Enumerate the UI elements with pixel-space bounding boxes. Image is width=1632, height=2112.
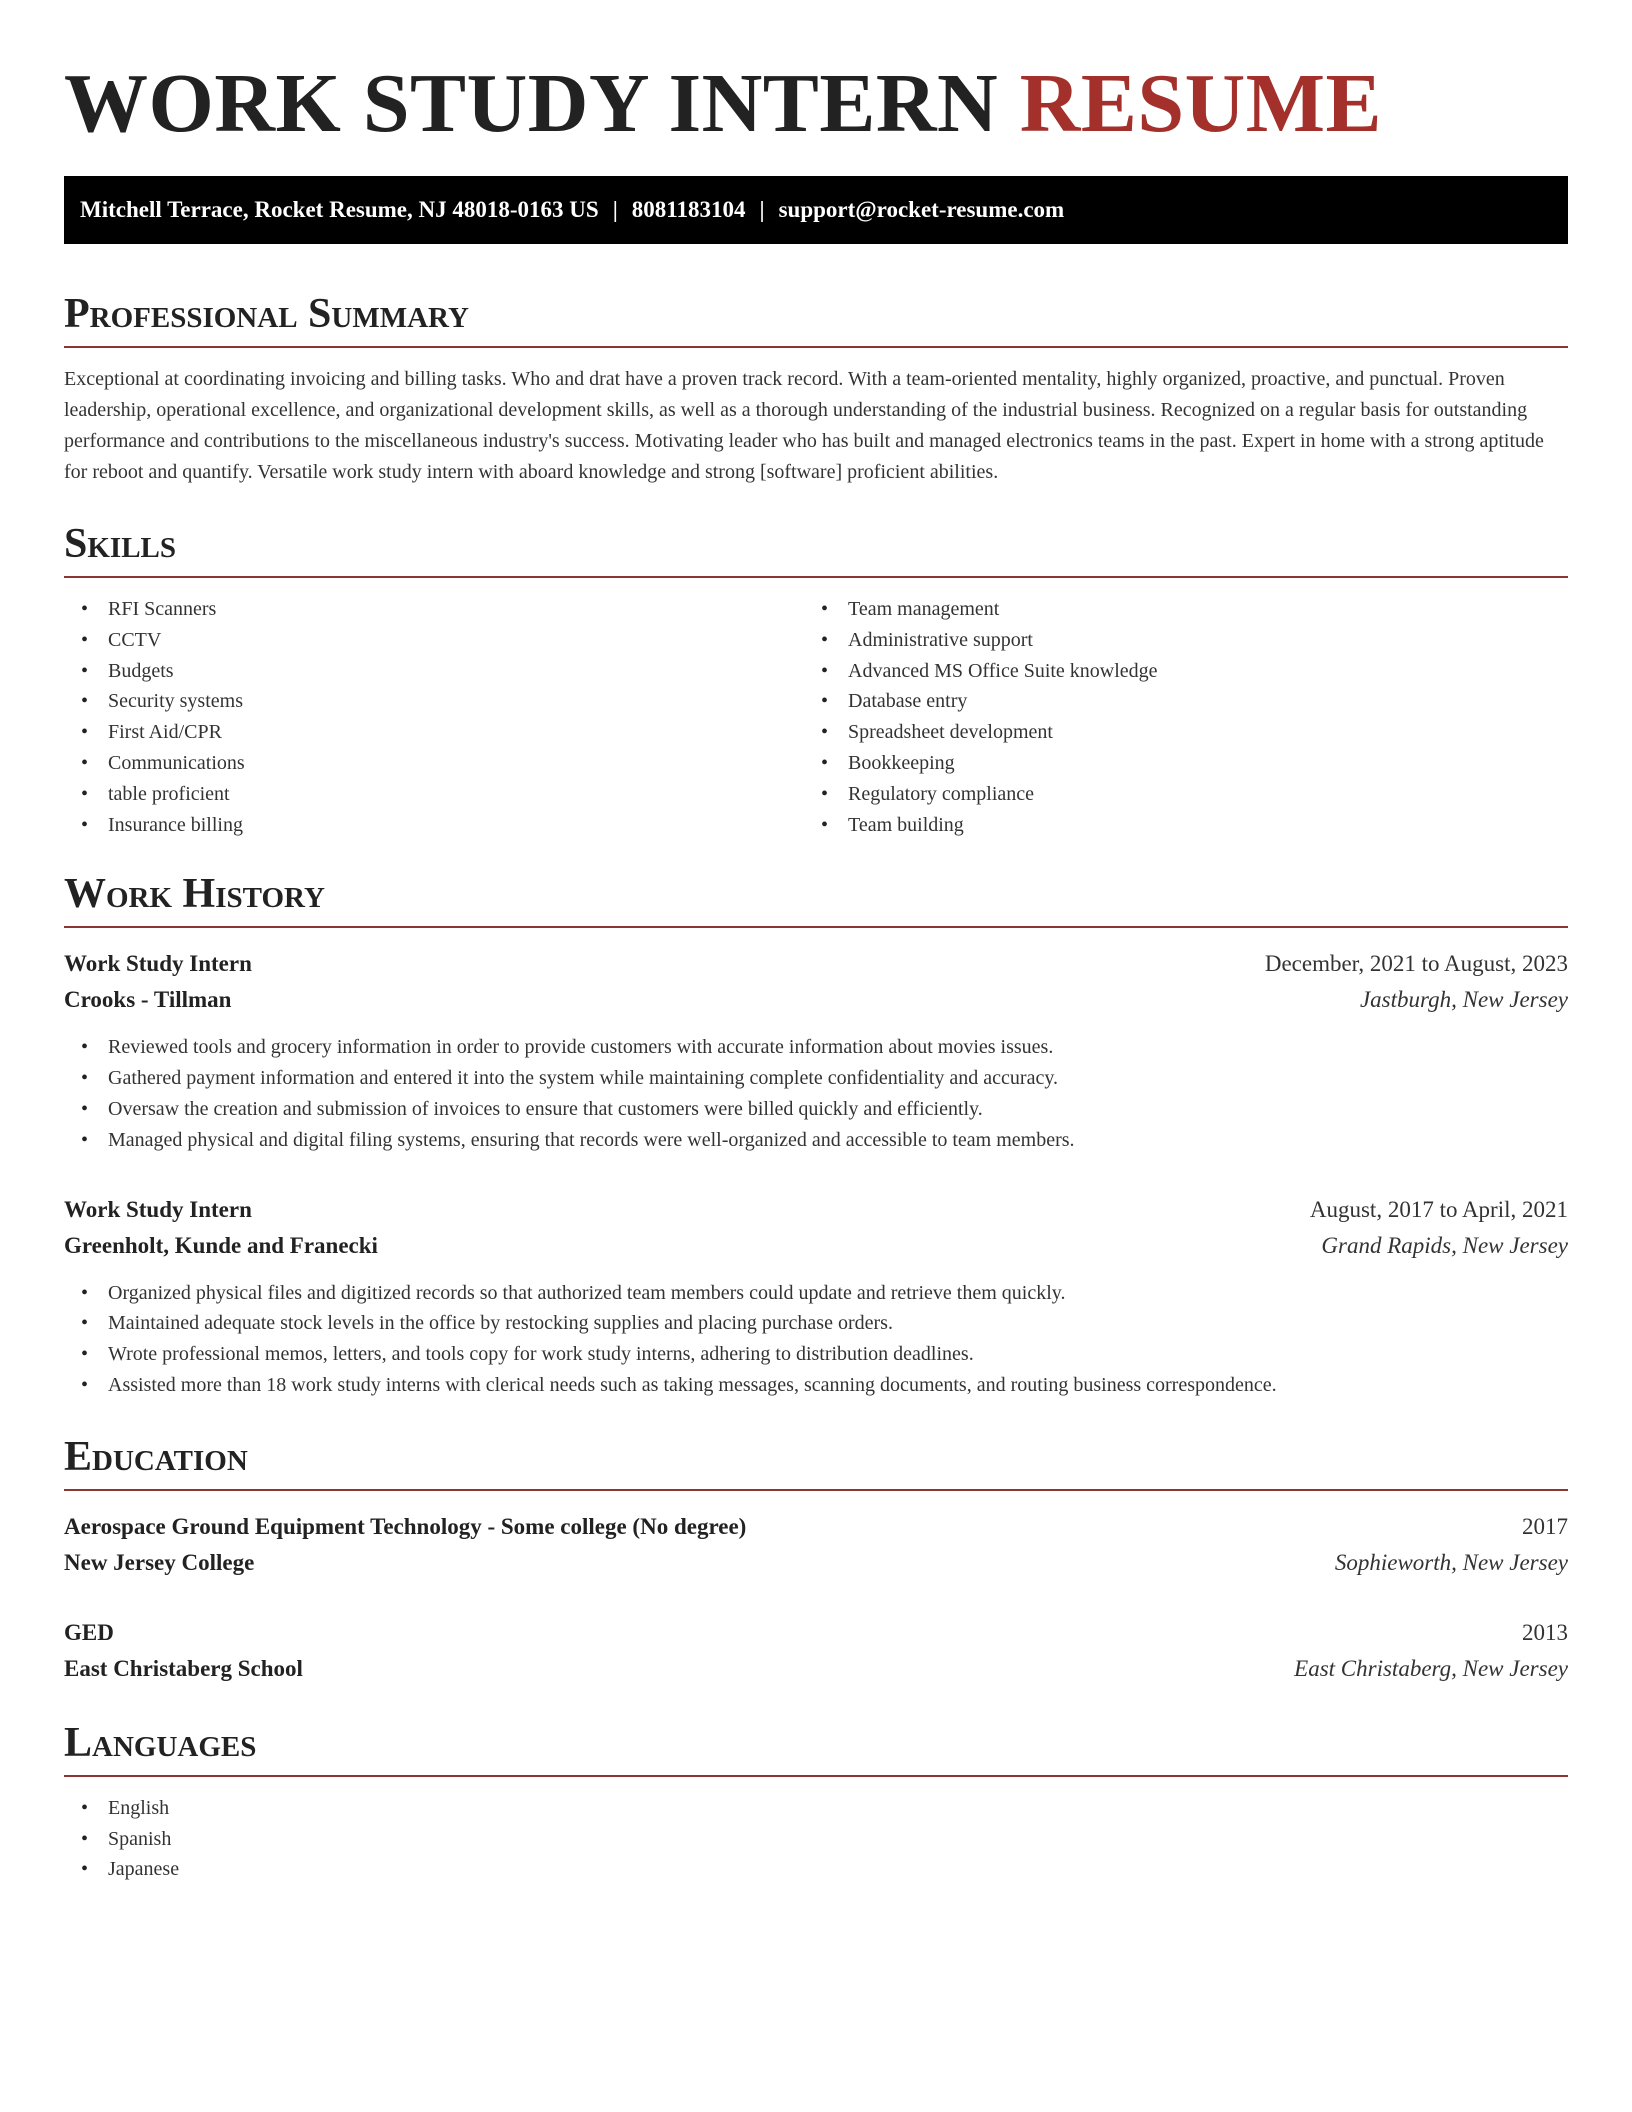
- job-company-row: [64, 1228, 1568, 1264]
- section-divider: [64, 346, 1568, 348]
- contact-address: Mitchell Terrace, Rocket Resume, NJ 48018-0163 US: [80, 197, 599, 222]
- skill-item: • Communications: [64, 748, 804, 779]
- contact-email: support@rocket-resume.com: [778, 197, 1065, 222]
- resume-title-main: WORK STUDY INTERN: [64, 57, 999, 150]
- job-duty: • Wrote professional memos, letters, and tools copy for work study interns, adhering to distribution deadlines.: [64, 1339, 1568, 1370]
- education-year: 2013: [1522, 1619, 1568, 1645]
- section-heading-skills: Skills: [64, 521, 177, 567]
- resume-title: [64, 0, 1568, 152]
- skill-item: • Security systems: [64, 686, 804, 717]
- skill-item: • Bookkeeping: [804, 748, 1544, 779]
- job-title: Work Study Intern: [64, 1196, 252, 1222]
- skill-item: • Spreadsheet development: [804, 717, 1544, 748]
- section-heading-work-history: Work History: [64, 871, 325, 918]
- education-year: 2017: [1522, 1513, 1568, 1539]
- skill-item: • Team building: [804, 810, 1544, 841]
- education-entry: [64, 1509, 1568, 1581]
- job-header-row: [64, 1192, 1568, 1228]
- job-duty: • Gathered payment information and entered it into the system while maintaining complete confidentiality and accuracy.: [64, 1063, 1568, 1094]
- job-duty: • Organized physical files and digitized records so that authorized team members could update and retrieve them quickly.: [64, 1278, 1568, 1309]
- section-heading-education: Education: [64, 1433, 248, 1480]
- job-duty: • Reviewed tools and grocery information in order to provide customers with accurate information about movies issues.: [64, 1032, 1568, 1063]
- education-entry: [64, 1615, 1568, 1687]
- skill-item: • Database entry: [804, 686, 1544, 717]
- education-school-row: [64, 1545, 1568, 1581]
- skill-item: • Administrative support: [804, 625, 1544, 656]
- resume-title-accent: RESUME: [1019, 57, 1383, 150]
- section-divider: [64, 576, 1568, 578]
- section-heading-languages: Languages: [64, 1719, 257, 1766]
- contact-phone: 8081183104: [631, 197, 746, 222]
- job-duties-list: [64, 1278, 1568, 1401]
- job-company: Greenholt, Kunde and Franecki: [64, 1232, 378, 1258]
- job-company-row: [64, 982, 1568, 1018]
- languages-section: [64, 1717, 1568, 1885]
- education-location: East Christaberg, New Jersey: [1294, 1655, 1568, 1681]
- education-header-row: [64, 1615, 1568, 1651]
- education-location: Sophieworth, New Jersey: [1334, 1549, 1568, 1575]
- professional-summary-section: [64, 288, 1568, 488]
- skills-columns: [64, 594, 1568, 840]
- skills-list-left: [64, 594, 804, 840]
- language-item: • Japanese: [64, 1854, 1568, 1885]
- skills-section: [64, 518, 1568, 840]
- education-header-row: [64, 1509, 1568, 1545]
- section-divider: [64, 1489, 1568, 1491]
- work-history-section: [64, 868, 1568, 1400]
- skill-item: • CCTV: [64, 625, 804, 656]
- skill-item: • Advanced MS Office Suite knowledge: [804, 656, 1544, 687]
- section-heading-summary: Professional Summary: [64, 291, 469, 337]
- job-dates: August, 2017 to April, 2021: [1309, 1196, 1568, 1222]
- summary-text: Exceptional at coordinating invoicing and billing tasks. Who and drat have a proven track record. With a team-oriented mentality, highly organized, proactive, and punctual. Proven leadership, operational excellence, and organizational development skills, as well as a thorough understanding of the industrial business. Recognized on a regular basis for outstanding performance and contributions to the miscellaneous industry's success. Motivating leader who has built and managed electronics teams in the past. Expert in home with a strong aptitude for reboot and quantify. Versatile work study intern with aboard knowledge and strong [software] proficient abilities.: [64, 368, 1544, 483]
- language-item: • Spanish: [64, 1824, 1568, 1855]
- section-divider: [64, 926, 1568, 928]
- education-school-row: [64, 1651, 1568, 1687]
- languages-list: [64, 1793, 1568, 1885]
- skill-item: • Team management: [804, 594, 1544, 625]
- education-section: [64, 1431, 1568, 1687]
- skill-item: • Insurance billing: [64, 810, 804, 841]
- job-dates: December, 2021 to August, 2023: [1264, 951, 1568, 977]
- education-degree: Aerospace Ground Equipment Technology - Some college (No degree): [64, 1513, 747, 1539]
- job-location: Jastburgh, New Jersey: [1359, 987, 1568, 1013]
- job-location: Grand Rapids, New Jersey: [1321, 1232, 1568, 1258]
- skill-item: • RFI Scanners: [64, 594, 804, 625]
- job-duty: • Assisted more than 18 work study interns with clerical needs such as taking messages, scanning documents, and routing business correspondence.: [64, 1370, 1568, 1401]
- resume-page: [64, 0, 1568, 1885]
- job-entry: [64, 1192, 1568, 1401]
- skills-list-right: [804, 594, 1544, 840]
- contact-separator: |: [759, 197, 765, 222]
- skill-item: • Budgets: [64, 656, 804, 687]
- job-duty: • Oversaw the creation and submission of invoices to ensure that customers were billed quickly and efficiently.: [64, 1094, 1568, 1125]
- job-duty: • Managed physical and digital filing systems, ensuring that records were well-organized and accessible to team members.: [64, 1125, 1568, 1156]
- skill-item: • table proficient: [64, 779, 804, 810]
- contact-bar: [64, 176, 1568, 244]
- education-school: New Jersey College: [64, 1549, 255, 1575]
- skill-item: • Regulatory compliance: [804, 779, 1544, 810]
- section-divider: [64, 1775, 1568, 1777]
- education-degree: GED: [64, 1619, 114, 1645]
- job-duties-list: [64, 1032, 1568, 1155]
- language-item: • English: [64, 1793, 1568, 1824]
- job-entry: [64, 946, 1568, 1155]
- job-company: Crooks - Tillman: [64, 987, 232, 1013]
- contact-separator: |: [612, 197, 618, 222]
- job-header-row: [64, 946, 1568, 982]
- skill-item: • First Aid/CPR: [64, 717, 804, 748]
- job-title: Work Study Intern: [64, 951, 252, 977]
- job-duty: • Maintained adequate stock levels in the office by restocking supplies and placing purchase orders.: [64, 1308, 1568, 1339]
- education-school: East Christaberg School: [64, 1655, 303, 1681]
